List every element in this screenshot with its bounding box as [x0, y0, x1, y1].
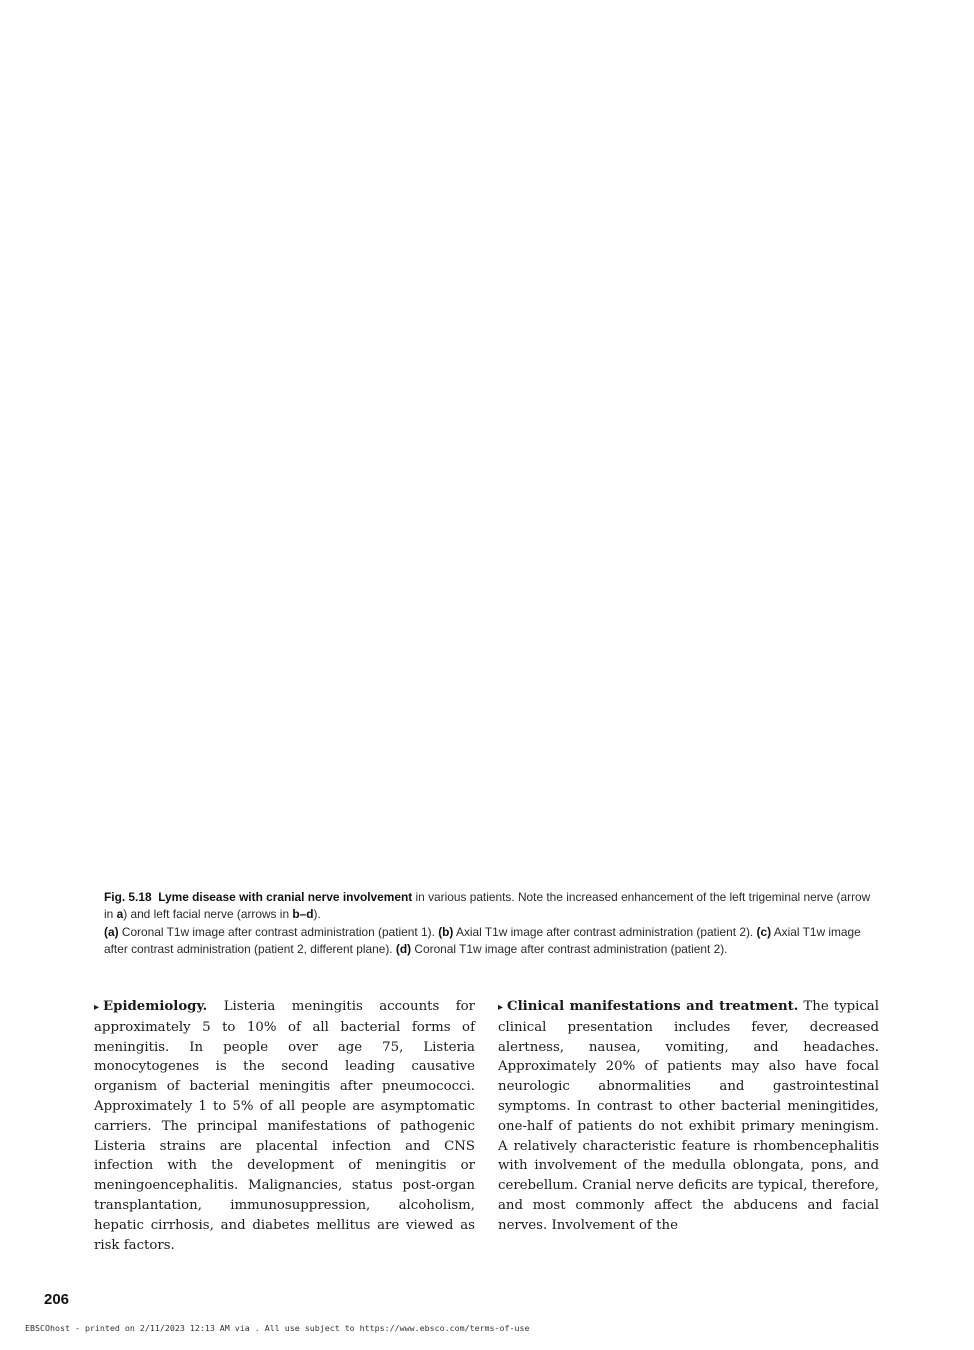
footer-notice: EBSCOhost - printed on 2/11/2023 12:13 AM via . All use subject to https://www.ebsco.com/terms-of-use: [25, 1323, 530, 1333]
figure-caption: [104, 889, 880, 959]
panel-b-text: Axial T1w image after contrast administration (patient 2).: [453, 924, 757, 939]
page-number: 206: [44, 1291, 70, 1308]
caption-ref-a: a: [116, 907, 124, 922]
paragraph-clinical: The typical clinical presentation includes fever, decreased alertness, nausea, vomiting, and headaches. Approximately 20% of patients may also have focal neurologic abnormalities and gastrointestinal symptoms. In contrast to other bacterial meningitides, one-half of patients do not exhibit primary meningism. A relatively characteristic feature is rhombencephalitis with involvement of the medulla oblongata, pons, and cerebellum. Cranial nerve deficits are typical, therefore, and most commonly affect the abducens and facial nerves. Involvement of the: [498, 999, 879, 1233]
section-heading-epidemiology: Epidemiology.: [103, 999, 208, 1014]
caption-text: ) and left facial nerve (arrows in: [123, 907, 293, 922]
paragraph-epidemiology: Listeria meningitis accounts for approximately 5 to 10% of all bacterial forms of meningitis. In people over age 75, Listeria monocytogenes is the second leading causative organism of bacterial meningitis after pneumococci. Approximately 1 to 5% of all people are asymptomatic carriers. The principal manifestations of pathogenic Listeria strains are placental infection and CNS infection with the development of meningitis or meningoencephalitis. Malignancies, status post-organ transplantation, immunosuppression, alcoholism, hepatic cirrhosis, and diabetes mellitus are viewed as risk factors.: [94, 999, 475, 1253]
panel-d-text: Coronal T1w image after contrast administration (patient 2).: [411, 942, 728, 957]
panel-c-text: Axial T1w image after contrast administration (patient 2, different plane).: [104, 924, 861, 957]
caption-text: ).: [313, 907, 321, 922]
body-column-left: [94, 997, 475, 1255]
figure-title: Lyme disease with cranial nerve involvement: [158, 890, 413, 904]
caption-ref-bd: b–d: [292, 907, 314, 922]
section-marker-icon: ▸: [498, 1002, 504, 1013]
panel-d-label: (d): [395, 942, 412, 957]
panel-b-label: (b): [438, 924, 454, 939]
caption-text: in various patients. Note the increased enhancement of the left trigeminal nerve (arrow in: [104, 890, 871, 922]
figure-label: Fig. 5.18: [104, 890, 152, 904]
body-column-right: [498, 997, 879, 1236]
figure-image-area: [94, 40, 880, 870]
section-heading-clinical: Clinical manifestations and treatment.: [507, 999, 799, 1014]
panel-a-label: (a): [104, 924, 119, 939]
panel-c-label: (c): [756, 924, 772, 939]
panel-a-text: Coronal T1w image after contrast administration (patient 1).: [118, 924, 439, 939]
section-marker-icon: ▸: [94, 1002, 100, 1013]
